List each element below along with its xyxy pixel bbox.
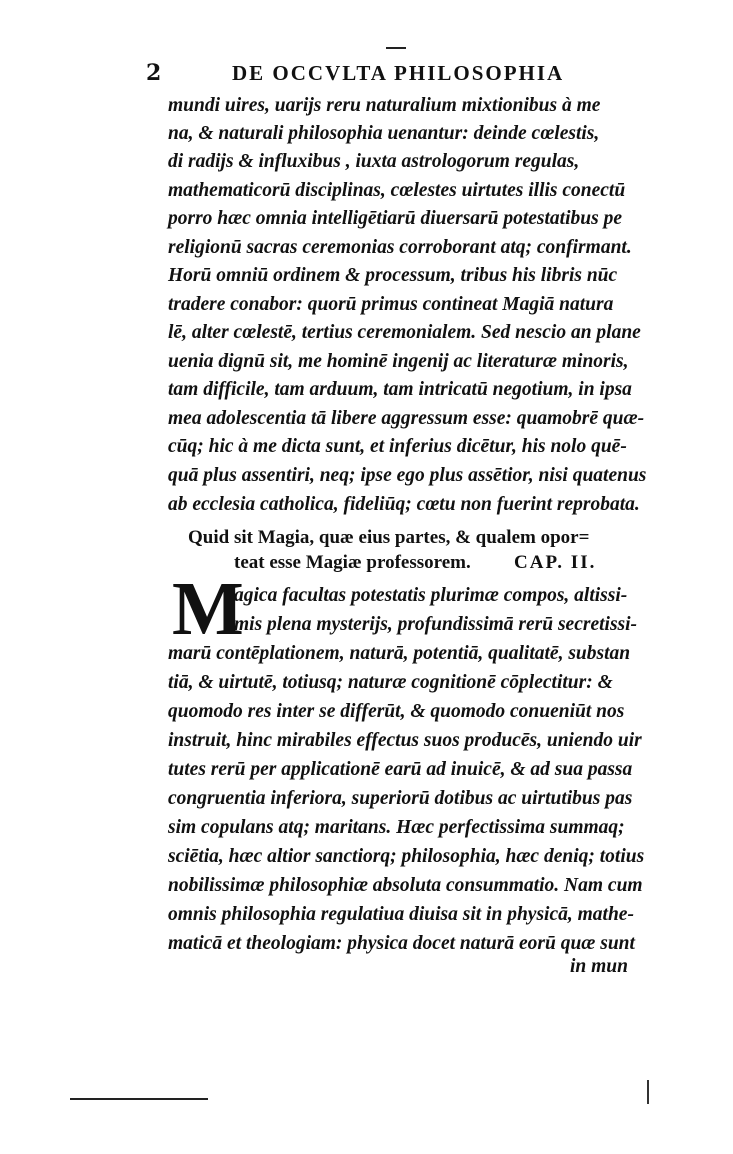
chapter-line: mis plena mysterijs, profundissimā rerū secretissi- — [234, 614, 638, 635]
top-rule — [386, 47, 406, 49]
chapter-line: sciētia, hæc altior sanctiorq; philosophia, hæc deniq; totius — [168, 846, 645, 867]
body-line: di radijs & influxibus , iuxta astrologorum regulas, — [168, 151, 580, 172]
chapter-line: nobilissimæ philosophiæ absoluta consummatio. Nam cum — [168, 875, 643, 896]
chapter-line: tutes rerū per applicationē earū ad inuicē, & ad sua passa — [168, 759, 633, 780]
body-line: mundi uires, uarijs reru naturalium mixtionibus à me — [168, 95, 601, 116]
chapter-heading-line: teat esse Magiæ professorem. — [234, 552, 471, 573]
page-edge-mark — [647, 1080, 649, 1104]
body-line: mathematicorū disciplinas, cœlestes uirtutes illis conectū — [168, 180, 626, 201]
page-number: 2 — [146, 60, 162, 86]
body-line: quā plus assentiri, neq; ipse ego plus assētior, nisi quatenus — [168, 465, 647, 486]
chapter-heading-line: Quid sit Magia, quæ eius partes, & qualem opor= — [188, 527, 590, 548]
body-line: porro hæc omnia intelligētiarū diuersarū potestatibus pe — [168, 208, 622, 229]
body-line: ab ecclesia catholica, fideliūq; cœtu non fuerint reprobata. — [168, 494, 640, 515]
body-line: uenia dignū sit, me hominē ingenij ac literaturæ minoris, — [168, 351, 629, 372]
body-line: na, & naturali philosophia uenantur: deinde cœlestis, — [168, 123, 600, 144]
chapter-line: marū contēplationem, naturā, potentiā, qualitatē, substan — [168, 643, 631, 664]
body-line: Horū omniū ordinem & processum, tribus his libris nūc — [168, 265, 618, 286]
chapter-line: omnis philosophia regulatiua diuisa sit in physicā, mathe- — [168, 904, 634, 925]
chapter-line: sim copulans atq; maritans. Hæc perfectissima summaq; — [168, 817, 625, 838]
chapter-line: instruit, hinc mirabiles effectus suos producēs, uniendo uir — [168, 730, 642, 751]
body-line: religionū sacras ceremonias corroborant atq; confirmant. — [168, 237, 632, 258]
chapter-line: congruentia inferiora, superiorū dotibus ac uirtutibus pas — [168, 788, 633, 809]
chapter-line: agica facultas potestatis plurimæ compos, altissi- — [234, 585, 628, 606]
body-line: cūq; hic à me dicta sunt, et inferius dicētur, his nolo quē- — [168, 436, 627, 457]
chapter-line: quomodo res inter se differūt, & quomodo conueniūt nos — [168, 701, 625, 722]
running-head: DE OCCVLTA PHILOSOPHIA — [232, 61, 565, 85]
body-line: mea adolescentia tā libere aggressum esse: quamobrē quæ- — [168, 408, 645, 429]
drop-cap: M — [172, 567, 244, 651]
body-line: tradere conabor: quorū primus contineat Magiā natura — [168, 294, 614, 315]
chapter-number: CAP. II. — [514, 552, 597, 573]
catchword: in mun — [570, 956, 628, 977]
body-line: lē, alter cœlestē, tertius ceremonialem. Sed nescio an plane — [168, 322, 641, 343]
bottom-rule — [70, 1098, 208, 1100]
body-line: tam difficile, tam arduum, tam intricatū negotium, in ipsa — [168, 379, 632, 400]
chapter-line: tiā, & uirtutē, totiusq; naturæ cognitionē cōplectitur: & — [168, 672, 613, 693]
chapter-line: maticā et theologiam: physica docet naturā eorū quæ sunt — [168, 933, 635, 954]
